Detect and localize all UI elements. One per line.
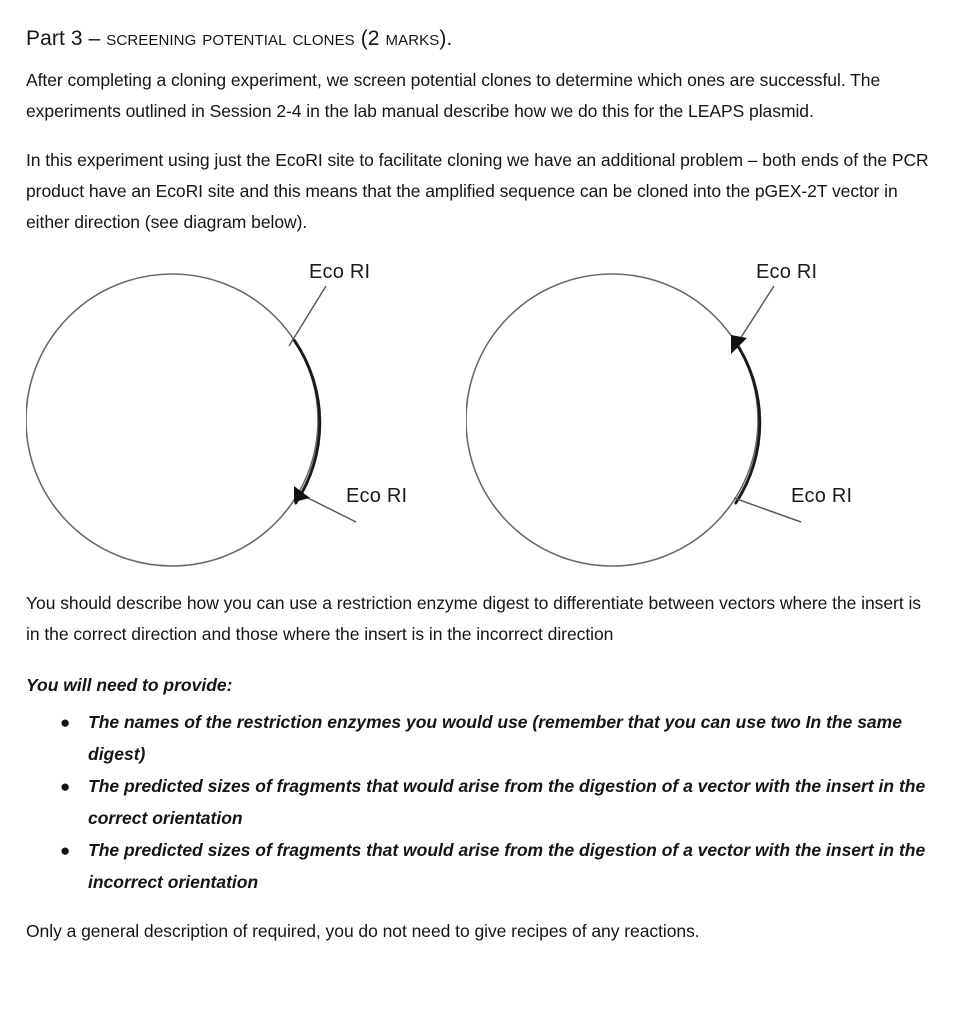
plasmid-diagram-group xyxy=(26,250,936,580)
list-item-text: The names of the restriction enzymes you would use (remember that you can use two In the same digest) xyxy=(88,712,902,764)
bullet-marker-icon: ● xyxy=(60,777,71,797)
page-title-part: Part 3 xyxy=(26,27,83,50)
insert-arc xyxy=(294,341,319,504)
eco-ri-label-bottom: Eco RI xyxy=(791,485,853,508)
eco-ri-label-top: Eco RI xyxy=(309,261,371,284)
plasmid-correct-orientation xyxy=(26,250,466,580)
page-title: Part 3 – screening potential clones (2 marks). xyxy=(26,27,453,50)
insert-direction-arrowhead xyxy=(731,335,747,354)
bullet-marker-icon: ● xyxy=(60,841,71,861)
plasmid-right-svg xyxy=(466,250,906,580)
plasmid-incorrect-orientation xyxy=(466,250,906,580)
eco-ri-top-leader-line xyxy=(289,286,326,346)
list-item-text: The predicted sizes of fragments that would arise from the digestion of a vector with the insert in the correct orientation xyxy=(88,776,926,828)
eco-ri-label-top: Eco RI xyxy=(756,261,818,284)
intro-paragraph: After completing a cloning experiment, we screen potential clones to determine which ones are successful. The experiments outlined in Session 2-4 in the lab manual describe how we do this for the LEAPS plasmid. xyxy=(26,70,881,122)
requirements-list xyxy=(26,707,935,898)
page-title-subject: screening potential clones xyxy=(106,27,355,50)
insert-direction-arrowhead xyxy=(294,486,310,502)
plasmid-left-svg xyxy=(26,250,466,580)
list-item xyxy=(60,835,935,898)
insert-arc xyxy=(734,341,759,504)
eco-ri-label-bottom: Eco RI xyxy=(346,485,408,508)
page-title-dash-glyph: – xyxy=(88,27,101,50)
provide-intro: You will need to provide: xyxy=(26,675,233,696)
page-title-marks: (2 marks) xyxy=(360,27,447,50)
plasmid-backbone-circle xyxy=(466,274,758,566)
list-item xyxy=(60,771,935,834)
list-item xyxy=(60,707,935,770)
final-paragraph: Only a general description of required, you do not need to give recipes of any reactions. xyxy=(26,921,700,942)
bullet-marker-icon: ● xyxy=(60,713,71,733)
eco-ri-top-leader-line xyxy=(738,286,774,342)
task-paragraph: You should describe how you can use a restriction enzyme digest to differentiate between vectors where the insert is in the correct direction and those where the insert is in the incorrect direction xyxy=(26,593,921,645)
list-item-text: The predicted sizes of fragments that would arise from the digestion of a vector with the insert in the incorrect orientation xyxy=(88,840,926,892)
experiment-paragraph: In this experiment using just the EcoRI site to facilitate cloning we have an additional problem – both ends of the PCR product have an EcoRI site and this means that the amplified sequence can be cloned into the pGEX-2T vector in either direction (see diagram below). xyxy=(26,150,929,233)
plasmid-backbone-circle xyxy=(26,274,318,566)
